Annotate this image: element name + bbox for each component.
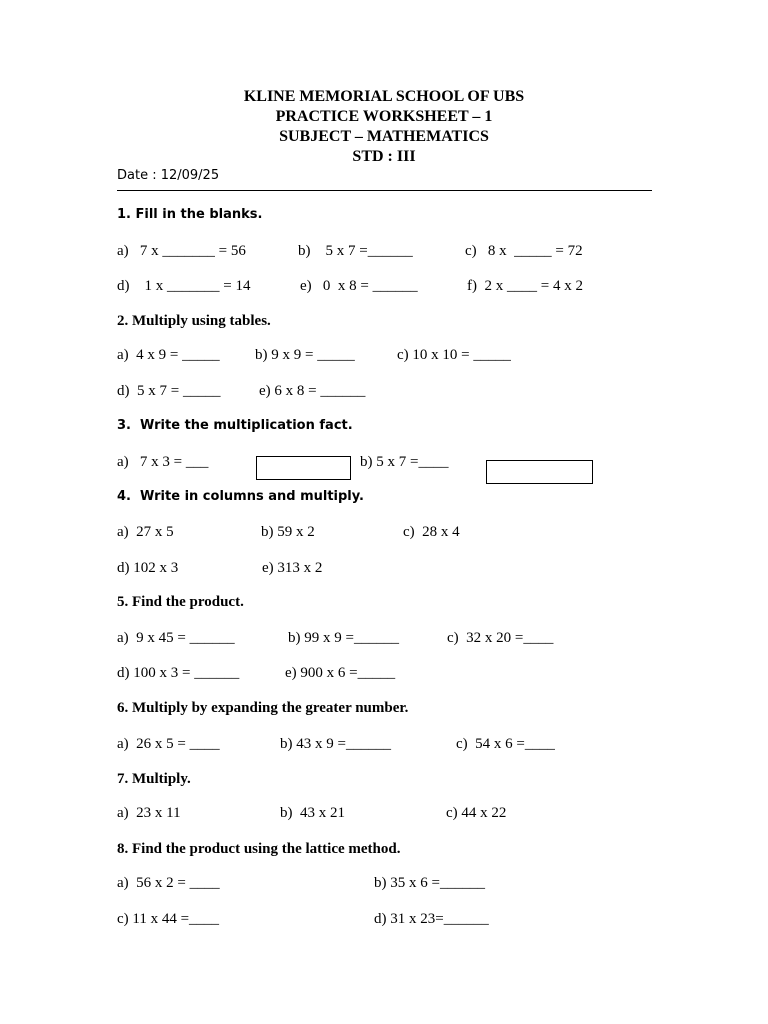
q4-item-a: a) 27 x 5 xyxy=(117,524,174,540)
q1-item-b: b) 5 x 7 =______ xyxy=(298,243,413,259)
q1-item-e: e) 0 x 8 = ______ xyxy=(300,278,418,294)
question-8-title: 8. Find the product using the lattice method. xyxy=(117,841,401,857)
q5-item-c: c) 32 x 20 =____ xyxy=(447,630,554,646)
q7-item-b: b) 43 x 21 xyxy=(280,805,345,821)
question-2-title: 2. Multiply using tables. xyxy=(117,313,271,329)
question-6-title: 6. Multiply by expanding the greater number. xyxy=(117,700,409,716)
std-label: STD : III xyxy=(352,148,416,165)
q5-item-a: a) 9 x 45 = ______ xyxy=(117,630,235,646)
q3-item-a: a) 7 x 3 = ___ xyxy=(117,454,209,470)
q1-item-f: f) 2 x ____ = 4 x 2 xyxy=(467,278,583,294)
question-5-title: 5. Find the product. xyxy=(117,594,244,610)
q6-item-a: a) 26 x 5 = ____ xyxy=(117,736,220,752)
q2-item-b: b) 9 x 9 = _____ xyxy=(255,347,355,363)
q1-item-a: a) 7 x _______ = 56 xyxy=(117,243,246,259)
q8-item-d: d) 31 x 23=______ xyxy=(374,911,489,927)
q6-item-b: b) 43 x 9 =______ xyxy=(280,736,391,752)
answer-box-a xyxy=(256,456,351,480)
question-1-title: 1. Fill in the blanks. xyxy=(117,207,263,222)
q4-item-d: d) 102 x 3 xyxy=(117,560,179,576)
q8-item-a: a) 56 x 2 = ____ xyxy=(117,875,220,891)
q3-item-b: b) 5 x 7 =____ xyxy=(360,454,449,470)
q5-item-d: d) 100 x 3 = ______ xyxy=(117,665,240,681)
date-label: Date : 12/09/25 xyxy=(117,168,220,183)
q2-item-e: e) 6 x 8 = ______ xyxy=(259,383,366,399)
school-name: KLINE MEMORIAL SCHOOL OF UBS xyxy=(243,88,525,105)
q2-item-c: c) 10 x 10 = _____ xyxy=(397,347,511,363)
q8-item-c: c) 11 x 44 =____ xyxy=(117,911,220,927)
q4-item-e: e) 313 x 2 xyxy=(262,560,323,576)
q8-item-b: b) 35 x 6 =______ xyxy=(374,875,485,891)
q4-item-b: b) 59 x 2 xyxy=(261,524,315,540)
q6-item-c: c) 54 x 6 =____ xyxy=(456,736,555,752)
q5-item-b: b) 99 x 9 =______ xyxy=(288,630,399,646)
q4-item-c: c) 28 x 4 xyxy=(403,524,460,540)
subject-title: SUBJECT – MATHEMATICS xyxy=(279,128,489,145)
header-divider xyxy=(117,190,652,191)
question-3-title: 3. Write the multiplication fact. xyxy=(117,418,353,433)
question-7-title: 7. Multiply. xyxy=(117,771,191,787)
q5-item-e: e) 900 x 6 =_____ xyxy=(285,665,396,681)
question-4-title: 4. Write in columns and multiply. xyxy=(117,489,364,504)
q2-item-d: d) 5 x 7 = _____ xyxy=(117,383,221,399)
q1-item-d: d) 1 x _______ = 14 xyxy=(117,278,251,294)
q1-item-c: c) 8 x _____ = 72 xyxy=(465,243,583,259)
q7-item-a: a) 23 x 11 xyxy=(117,805,181,821)
answer-box-b xyxy=(486,460,593,484)
q2-item-a: a) 4 x 9 = _____ xyxy=(117,347,220,363)
q7-item-c: c) 44 x 22 xyxy=(446,805,507,821)
worksheet-title: PRACTICE WORKSHEET – 1 xyxy=(275,108,493,125)
